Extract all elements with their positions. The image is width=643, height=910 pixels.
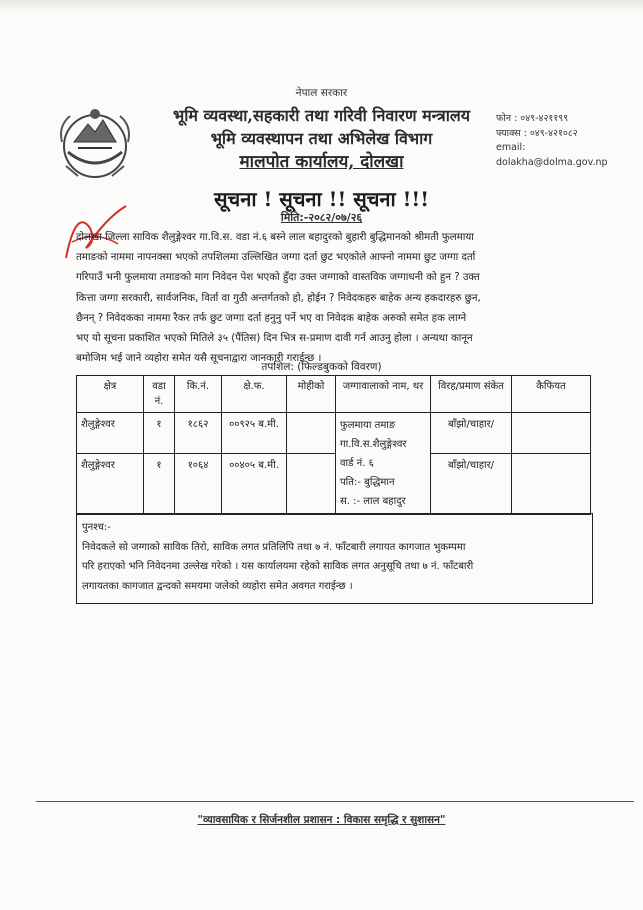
body-line: तमाङको नाममा नापनक्सा भएको तपशिलमा उल्लिखित जग्गा दर्ता छुट भएकोले आफ्नो नाममा छुट जग्गा दर्ता <box>76 252 476 264</box>
cell-tenant <box>287 413 336 454</box>
postscript-box <box>76 513 593 604</box>
cell-ward: १ <box>144 413 175 454</box>
cell-area: शैलुङ्गेश्वर <box>77 413 144 454</box>
table-header-row <box>77 376 591 413</box>
table-row <box>77 454 591 515</box>
postscript-line: निवेदकले सो जग्गाको साविक तिरो, साविक लगत प्रतिलिपि तथा ७ नं. फाँटबारी लगायत कागजात भुकम्पमा <box>82 541 466 553</box>
cell-land-type: बाँझो/चाहार/ <box>431 454 512 515</box>
cell-area: शैलुङ्गेश्वर <box>77 454 144 515</box>
col-area-header: क्षेत्र <box>77 376 144 413</box>
cell-land-type: बाँझो/चाहार/ <box>431 413 512 454</box>
body-line: गरिपाउँ भनी फुलमाया तमाङको माग निवेदन पेश भएको हुँदा उक्त जग्गाको वास्तविक जग्गाधनी को हुन ? उक्त <box>76 272 480 284</box>
email-address: dolakha@dolma.gov.np <box>496 156 608 168</box>
owner-line: वार्ड नं. ६ <box>340 458 374 469</box>
col-owner-header: जग्गावालाको नाम, थर <box>336 376 431 413</box>
body-line: बमोजिम भई जाने व्यहोरा समेत यसै सूचनाद्वारा जानकारी गराईन्छ । <box>76 353 322 365</box>
date-text: मिति:-२०८२/०७/२६ <box>280 211 363 224</box>
owner-line: फुलमाया तमाङ <box>340 420 396 431</box>
cell-remarks <box>512 454 591 515</box>
body-line: भए यो सूचना प्रकाशित भएको मितिले ३५ (पैंतिस) दिन भित्र स-प्रमाण दावी गर्न आउनु होला । अन्यथा कानून <box>76 333 473 345</box>
col-land-type-header: विरह/प्रमाण संकेत <box>431 376 512 413</box>
cell-ward: १ <box>144 454 175 515</box>
owner-line: स. :- लाल बहादुर <box>340 496 406 507</box>
footer-slogan <box>0 813 643 827</box>
email-label: email: <box>496 142 526 153</box>
col-remarks-header: कैफियत <box>512 376 591 413</box>
postscript-line: परि हराएको भनि निवेदनमा उल्लेख गरेको । यस कार्यालयमा रहेको साविक लगत अनुसूचि तथा ७ नं. फाँटबारी <box>82 561 474 572</box>
body-line: कित्ता जग्गा सरकारी, सार्वजनिक, विर्ता वा गुठी अन्तर्गतको हो, होईन ? निवेदकहरु बाहेक अन्य हकदारहरु छुन, <box>76 292 481 304</box>
office-name: मालपोत कार्यालय, दोलखा <box>239 152 404 172</box>
cell-plot: १८६२ <box>175 413 222 454</box>
ministry-name: भूमि व्यवस्था,सहकारी तथा गरिवी निवारण मन्त्रालय <box>172 106 470 125</box>
footer-divider <box>36 801 634 802</box>
land-details-table <box>76 375 591 515</box>
table-row <box>77 413 591 454</box>
owner-line: पति:- बुद्धिमान <box>340 477 395 488</box>
government-name: नेपाल सरकार <box>295 87 348 99</box>
department-name: भूमि व्यवस्थापन तथा अभिलेख विभाग <box>210 129 433 148</box>
col-ward-header: वडा नं. <box>144 376 175 413</box>
slogan-text: "व्यावसायिक र सिर्जनशील प्रशासन : विकास समृद्धि र सुशासन" <box>197 814 446 826</box>
body-line: छैनन् ? निवेदकका नाममा रैकर तर्फ छुट जग्गा दर्ता हनुनु पर्ने भए वा निवेदक बाहेक अरुको समेत हक लाग्ने <box>76 312 467 324</box>
appendix-title: तपशिल: (फिल्डबुकको विवरण) <box>261 361 382 373</box>
cell-tenant <box>287 454 336 515</box>
cell-size: ००४०५ ब.मी. <box>222 454 287 515</box>
cell-size: ००९२५ ब.मी. <box>222 413 287 454</box>
body-line: दोलखा जिल्ला साविक शैलुङ्गेश्वर गा.वि.स. वडा नं.६ बस्ने लाल बहादुरको बुहारी बुद्धिमानको श्रीमती फुलमाया <box>76 232 474 243</box>
cell-owner <box>336 413 431 515</box>
contact-block <box>496 112 608 170</box>
notice-title: सूचना ! सूचना !! सूचना !!! <box>214 187 429 211</box>
notice-body <box>76 228 590 369</box>
postscript-line: लगायतका कागजात द्वन्दको समयमा जलेको व्यहोरा समेत अवगत गराईन्छ । <box>82 580 353 592</box>
col-plot-header: कि.नं. <box>175 376 222 413</box>
cell-remarks <box>512 413 591 454</box>
col-size-header: क्षे.फ. <box>222 376 287 413</box>
postscript-label: पुनश्च:- <box>82 522 111 533</box>
phone-number: फोन : ०४९-४२११९९ <box>496 113 569 124</box>
scan-edge <box>0 0 643 14</box>
fax-number: फ्याक्स : ०४९-४२१०८२ <box>496 127 578 139</box>
owner-line: गा.वि.स.शैलुङ्गेश्वर <box>340 439 407 450</box>
cell-plot: १०६४ <box>175 454 222 515</box>
col-tenant-header: मोहीको <box>287 376 336 413</box>
